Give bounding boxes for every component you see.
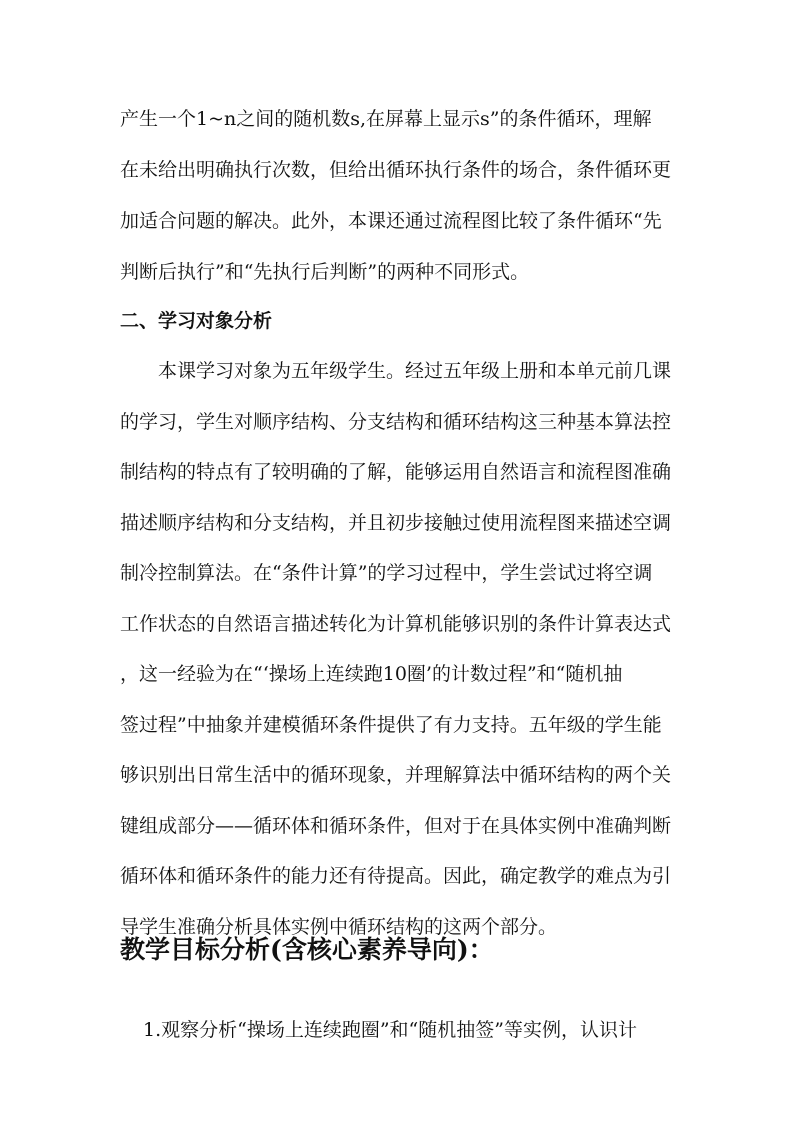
paragraph-line: 导学生准确分析具体实例中循环结构的这两个部分。 [120,916,558,938]
paragraph-line: 本课学习对象为五年级学生。经过五年级上册和本单元前几课 [120,360,672,382]
paragraph-line: 键组成部分——循环体和循环条件，但对于在具体实例中准确判断 [120,815,672,837]
paragraph-line: 制结构的特点有了较明确的了解，能够运用自然语言和流程图准确 [120,461,672,483]
paragraph-line: 产生一个1~n之间的随机数s,在屏幕上显示s”的条件循环，理解 [120,108,652,130]
paragraph-line: 判断后执行”和“先执行后判断”的两种不同形式。 [120,261,530,283]
paragraph-line: 签过程”中抽象并建模循环条件提供了有力支持。五年级的学生能 [120,714,662,736]
paragraph-line: 制冷控制算法。在“条件计算”的学习过程中，学生尝试过将空调 [120,562,653,584]
paragraph-line: ，这一经验为在“‘操场上连续跑10圈’的计数过程”和“随机抽 [120,663,623,685]
section-heading-large: 教学目标分析(含核心素养导向)： [120,935,494,964]
list-item: 1.观察分析“操场上连续跑圈”和“随机抽签”等实例，认识计 [143,1019,637,1041]
paragraph-line: 够识别出日常生活中的循环现象，并理解算法中循环结构的两个关 [120,764,672,786]
paragraph-line: 循环体和循环条件的能力还有待提高。因此，确定教学的难点为引 [120,865,672,887]
paragraph-line: 工作状态的自然语言描述转化为计算机能够识别的条件计算表达式 [120,613,672,635]
paragraph-line: 的学习，学生对顺序结构、分支结构和循环结构这三种基本算法控 [120,411,672,433]
paragraph-line: 描述顺序结构和分支结构，并且初步接触过使用流程图来描述空调 [120,512,672,534]
paragraph-line: 在未给出明确执行次数，但给出循环执行条件的场合，条件循环更 [120,159,672,181]
paragraph-line: 加适合问题的解决。此外，本课还通过流程图比较了条件循环“先 [120,210,662,232]
section-heading: 二、学习对象分析 [120,310,273,332]
